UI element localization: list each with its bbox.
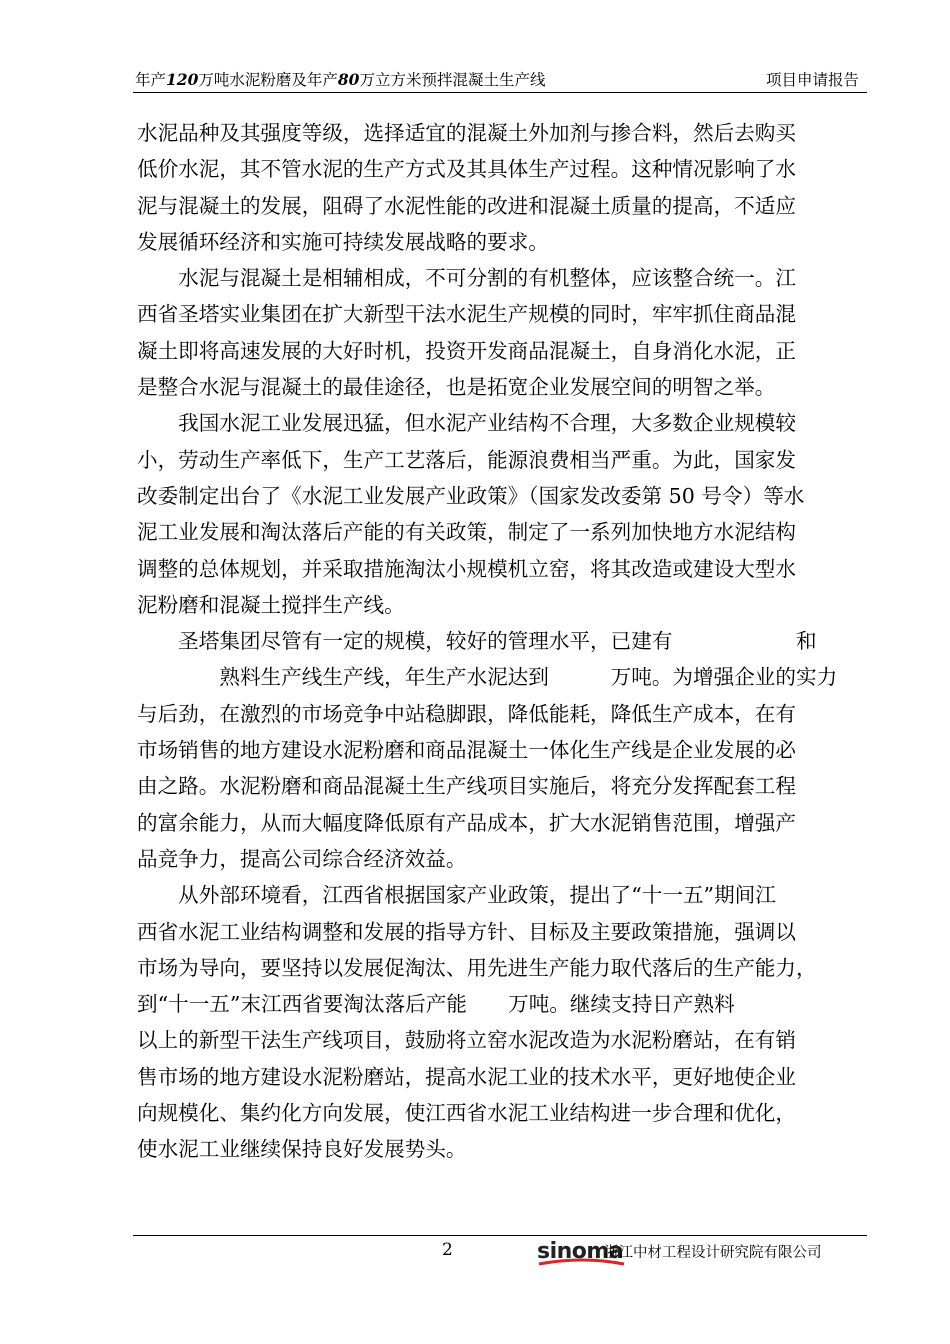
header-number-1: 120 (166, 70, 199, 89)
text-line: 市场销售的地方建设水泥粉磨和商品混凝土一体化生产线是企业发展的必 (137, 738, 796, 763)
text-line: 小，劳动生产率低下，生产工艺落后，能源浪费相当严重。为此，国家发 (137, 447, 796, 472)
text-line: 从外部环境看，江西省根据国家产业政策，提出了“十一五”期间江 (137, 883, 776, 908)
text-line: 泥与混凝土的发展，阻碍了水泥性能的改进和混凝土质量的提高，不适应 (137, 193, 796, 218)
header-text-1: 年产 (135, 71, 167, 89)
text-line: 使水泥工业继续保持良好发展势头。 (137, 1137, 467, 1162)
text-line: 熟料生产线生产线，年生产水泥达到 万吨。为增强企业的实力 (137, 665, 838, 690)
text-line: 我国水泥工业发展迅猛，但水泥产业结构不合理，大多数企业规模较 (137, 411, 796, 436)
page-header (133, 64, 867, 93)
logo-wordmark: sinoma (537, 1239, 624, 1264)
text-line: 品竞争力，提高公司综合经济效益。 (137, 846, 467, 871)
text-line: 以上的新型干法生产线项目，鼓励将立窑水泥改造为水泥粉磨站，在有销 (137, 1028, 796, 1053)
header-title (135, 68, 545, 90)
text-line: 改委制定出台了《水泥工业发展产业政策》（国家发改委第 50 号令）等水 (137, 483, 805, 508)
text-line: 的富余能力，从而大幅度降低原有产品成本，扩大水泥销售范围，增强产 (137, 810, 796, 835)
header-text-3: 万立方米预拌混凝土生产线 (359, 71, 546, 89)
text-line: 由之路。水泥粉磨和商品混凝土生产线项目实施后，将充分发挥配套工程 (137, 774, 796, 799)
text-line: 向规模化、集约化方向发展，使江西省水泥工业结构进一步合理和优化， (137, 1101, 796, 1126)
text-line: 是整合水泥与混凝土的最佳途径，也是拓宽企业发展空间的明智之举。 (137, 375, 776, 400)
text-line: 泥工业发展和淘汰落后产能的有关政策，制定了一系列加快地方水泥结构 (137, 520, 796, 545)
text-line: 售市场的地方建设水泥粉磨站，提高水泥工业的技术水平，更好地使企业 (137, 1064, 796, 1089)
footer-rule (133, 1235, 867, 1236)
text-line: 圣塔集团尽管有一定的规模，较好的管理水平，已建有 和 (137, 629, 817, 654)
text-line: 到“十一五”末江西省要淘汰落后产能 万吨。继续支持日产熟料 (137, 992, 735, 1017)
header-number-2: 80 (337, 70, 360, 89)
text-line: 低价水泥，其不管水泥的生产方式及其具体生产过程。这种情况影响了水 (137, 157, 796, 182)
text-line: 调整的总体规划，并采取措施淘汰小规模机立窑，将其改造或建设大型水 (137, 556, 796, 581)
page-number: 2 (442, 1240, 453, 1260)
text-line: 西省水泥工业结构调整和发展的指导方针、目标及主要政策措施，强调以 (137, 919, 796, 944)
text-line: 凝土即将高速发展的大好时机，投资开发商品混凝土，自身消化水泥，正 (137, 338, 796, 363)
text-line: 泥粉磨和混凝土搅拌生产线。 (137, 592, 405, 617)
header-text-2: 万吨水泥粉磨及年产 (198, 71, 338, 89)
text-line: 水泥品种及其强度等级，选择适宜的混凝土外加剂与掺合料，然后去购买 (137, 121, 796, 145)
header-report-type: 项目申请报告 (765, 71, 859, 89)
text-line: 水泥与混凝土是相辅相成，不可分割的有机整体，应该整合统一。江 (137, 266, 796, 291)
text-line: 市场为导向，要坚持以发展促淘汰、用先进生产能力取代落后的生产能力， (137, 955, 817, 980)
text-line: 发展循环经济和实施可持续发展战略的要求。 (137, 229, 549, 254)
body-text (137, 115, 871, 1168)
text-line: 与后劲，在激烈的市场竞争中站稳脚跟，降低能耗，降低生产成本，在有 (137, 701, 796, 726)
company-name: 浙江中材工程设计研究院有限公司 (604, 1245, 822, 1261)
text-line: 西省圣塔实业集团在扩大新型干法水泥生产规模的同时，牢牢抓住商品混 (137, 302, 796, 327)
